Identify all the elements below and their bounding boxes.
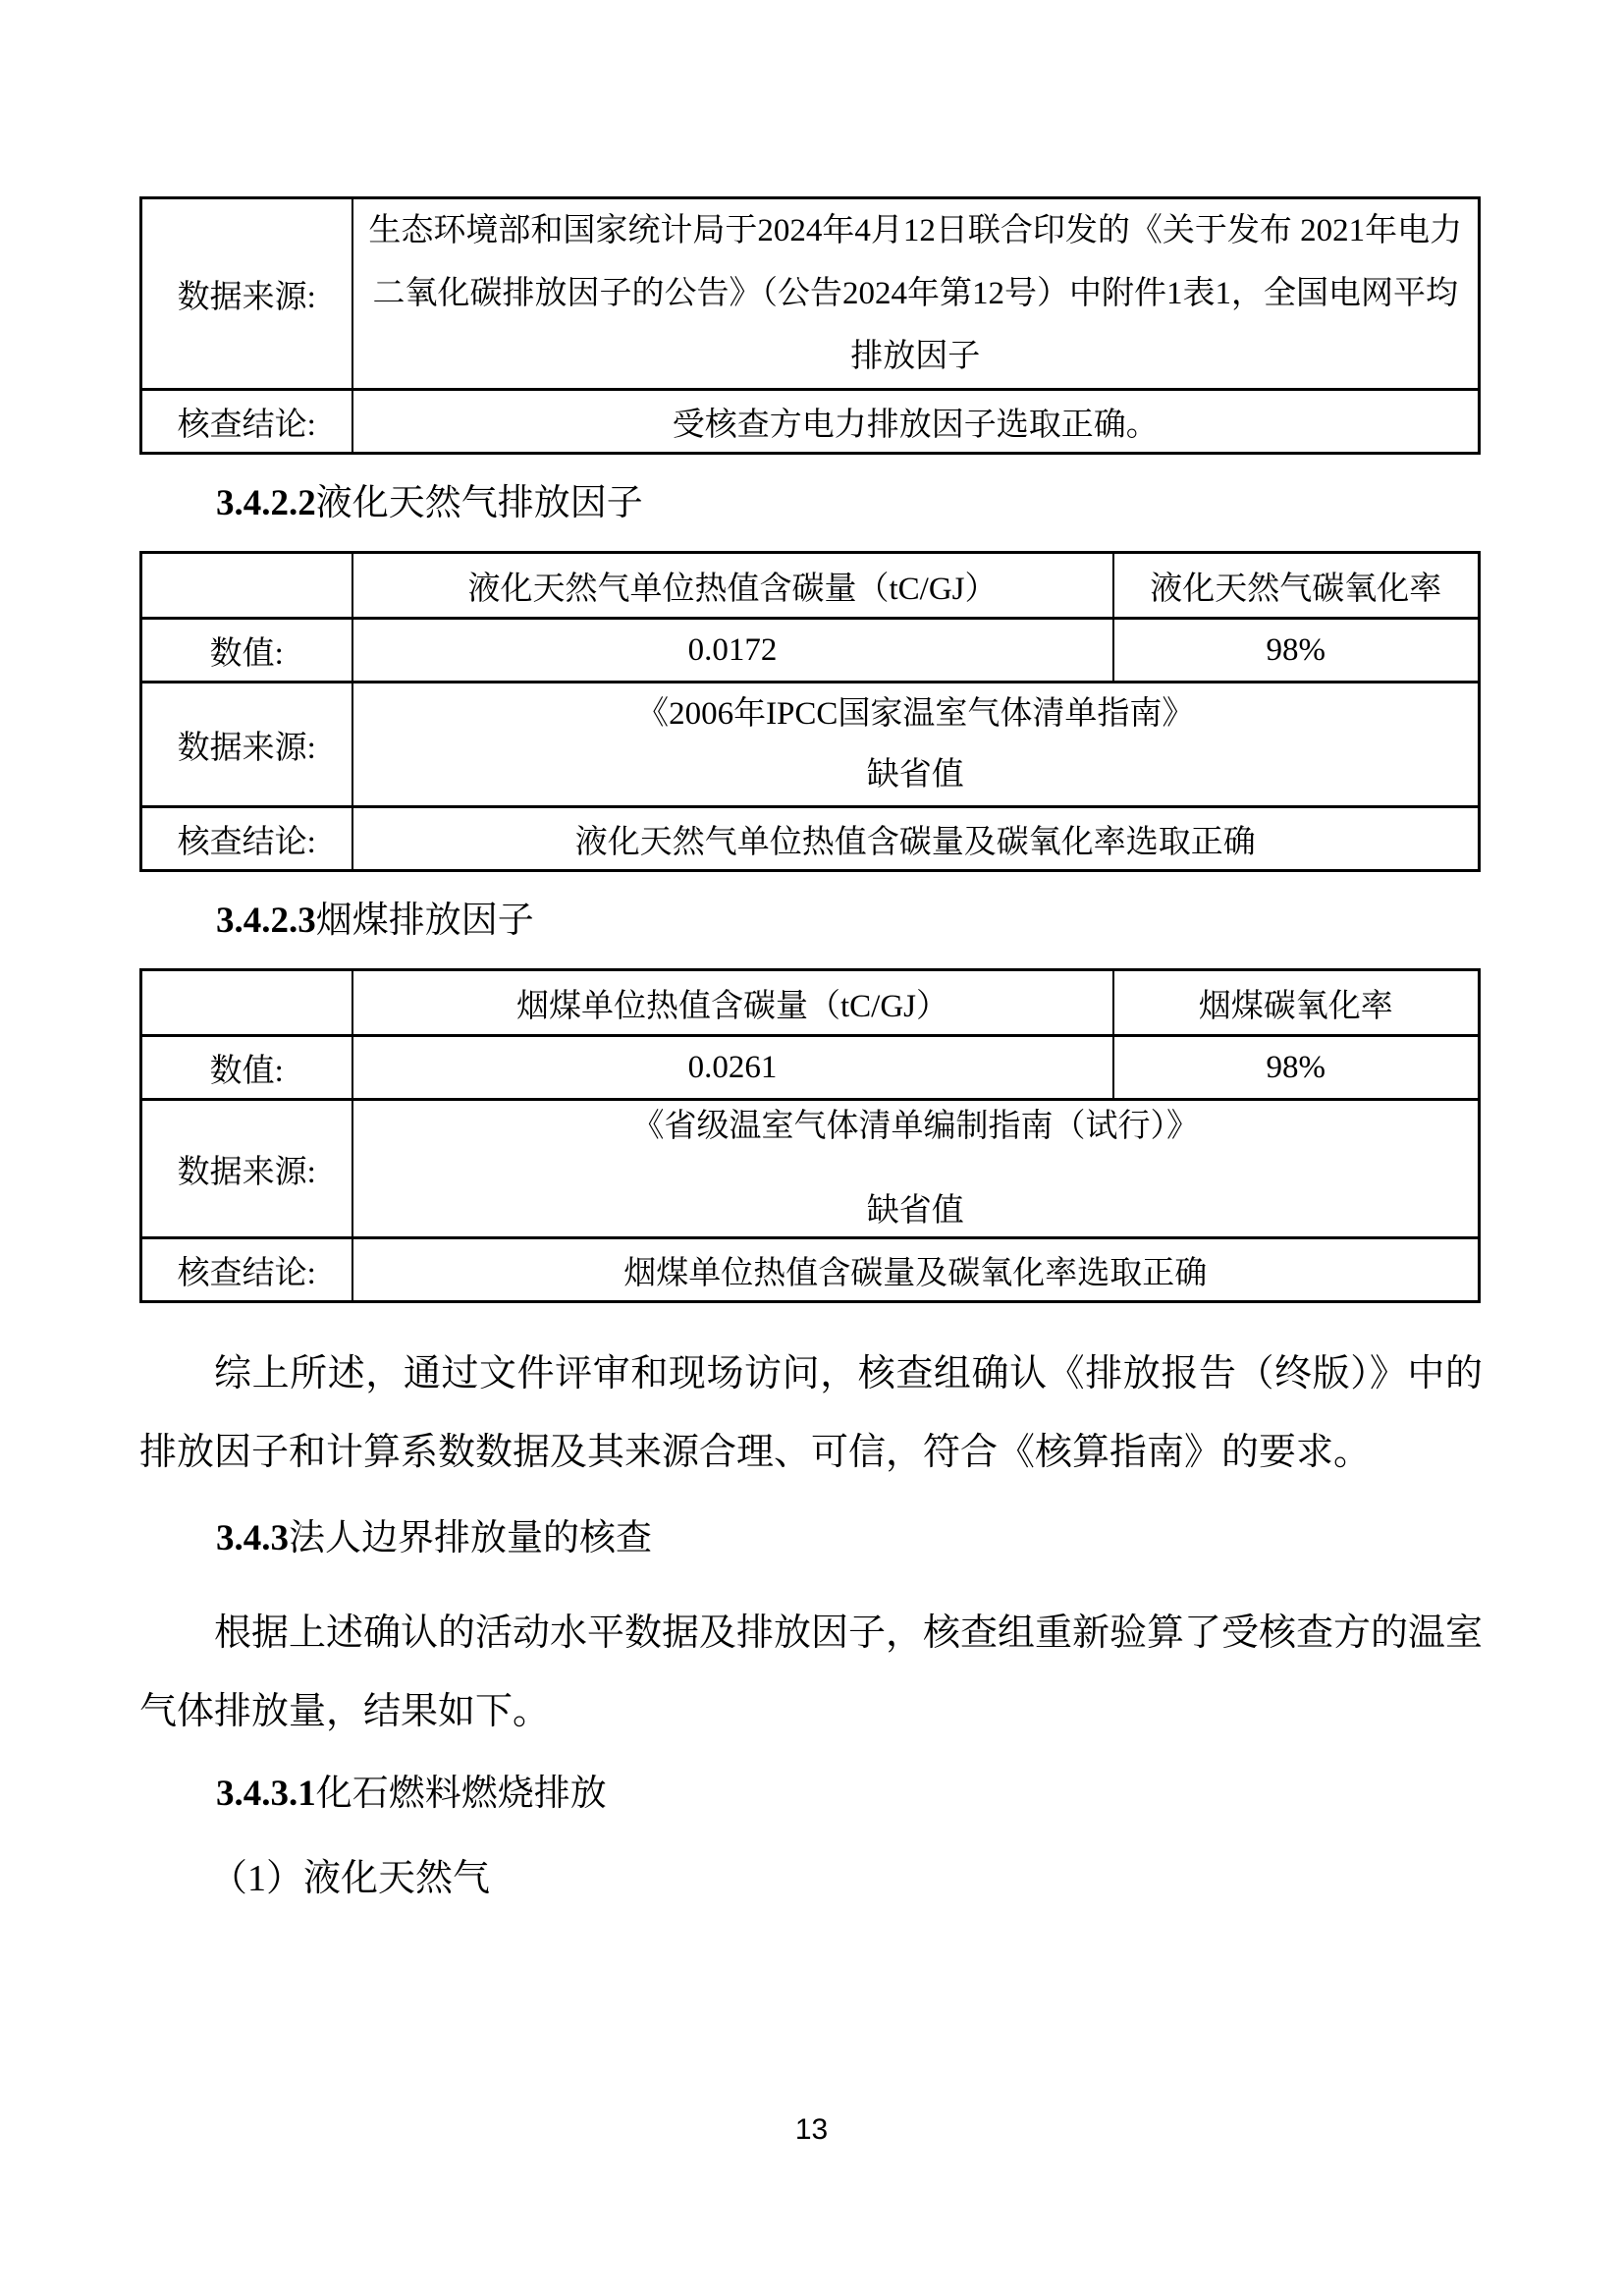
row-label-data-source: 数据来源: [141,683,352,807]
data-source-line-1: 《省级温室气体清单编制指南（试行）》 [631,1109,1199,1144]
header-row [141,970,1480,1036]
source-row [141,683,1480,807]
section-number: 3.4.2.2 [216,483,316,523]
row-label-value: 数值: [141,619,352,683]
row-label-conclusion: 核查结论: [141,390,352,454]
summary-paragraph: 综上所述，通过文件评审和现场访问，核查组确认《排放报告（终版）》中的排放因子和计算系数数据及其来源合理、可信，符合《核算指南》的要求。 [139,1353,1483,1473]
electricity-factor-table [139,196,1481,455]
source-row [141,198,1480,390]
value-carbon-content: 0.0261 [352,1036,1113,1100]
value-row [141,619,1480,683]
section-heading-3-4-3-1 [216,1771,1623,1818]
conclusion-row [141,1238,1480,1302]
data-source-line-2: 缺省值 [866,1193,964,1229]
section-number: 3.4.2.3 [216,901,316,941]
value-row [141,1036,1480,1100]
header-oxidation-rate: 液化天然气碳氧化率 [1113,553,1480,619]
section-title: 烟煤排放因子 [315,901,534,941]
lng-factor-table [139,551,1481,872]
row-label-data-source: 数据来源: [141,198,352,390]
conclusion-row [141,807,1480,871]
header-carbon-content: 液化天然气单位热值含碳量（tC/GJ） [352,553,1113,619]
section-number: 3.4.3.1 [216,1774,316,1814]
header-row [141,553,1480,619]
conclusion-content: 受核查方电力排放因子选取正确。 [352,390,1480,454]
coal-factor-table [139,968,1481,1303]
value-oxidation-rate: 98% [1113,1036,1480,1100]
header-oxidation-rate: 烟煤碳氧化率 [1113,970,1480,1036]
value-oxidation-rate: 98% [1113,619,1480,683]
recalculation-paragraph: 根据上述确认的活动水平数据及排放因子，核查组重新验算了受核查方的温室气体排放量，结果如下。 [139,1613,1484,1732]
section-title: 法人边界排放量的核查 [289,1518,652,1558]
section-heading-3-4-2-2 [216,480,1623,527]
conclusion-row [141,390,1480,454]
row-label-conclusion: 核查结论: [141,1238,352,1302]
page-number: 13 [794,2113,829,2146]
data-source-line-2: 缺省值 [866,757,964,793]
conclusion-content: 烟煤单位热值含碳量及碳氧化率选取正确 [352,1238,1480,1302]
header-empty-cell [141,970,352,1036]
list-item-lng: （1）液化天然气 [210,1858,491,1899]
value-carbon-content: 0.0172 [352,619,1113,683]
data-source-content-cell [352,683,1480,807]
data-source-content: 生态环境部和国家统计局于2024年4月12日联合印发的《关于发布 2021年电力二氧化碳排放因子的公告》（公告2024年第12号）中附件1表1，全国电网平均排放因子 [368,213,1463,374]
data-source-line-1: 《2006年IPCC国家温室气体清单指南》 [636,696,1195,732]
section-heading-3-4-2-3 [216,898,1623,945]
row-label-data-source: 数据来源: [141,1100,352,1238]
section-title: 化石燃料燃烧排放 [315,1774,607,1814]
header-carbon-content: 烟煤单位热值含碳量（tC/GJ） [352,970,1113,1036]
source-row [141,1100,1480,1238]
data-source-content-cell [352,198,1480,390]
header-empty-cell [141,553,352,619]
row-label-conclusion: 核查结论: [141,807,352,871]
section-heading-3-4-3 [216,1515,1623,1562]
data-source-content-cell [352,1100,1480,1238]
conclusion-content: 液化天然气单位热值含碳量及碳氧化率选取正确 [352,807,1480,871]
section-title: 液化天然气排放因子 [315,483,643,523]
row-label-value: 数值: [141,1036,352,1100]
section-number: 3.4.3 [216,1518,289,1558]
